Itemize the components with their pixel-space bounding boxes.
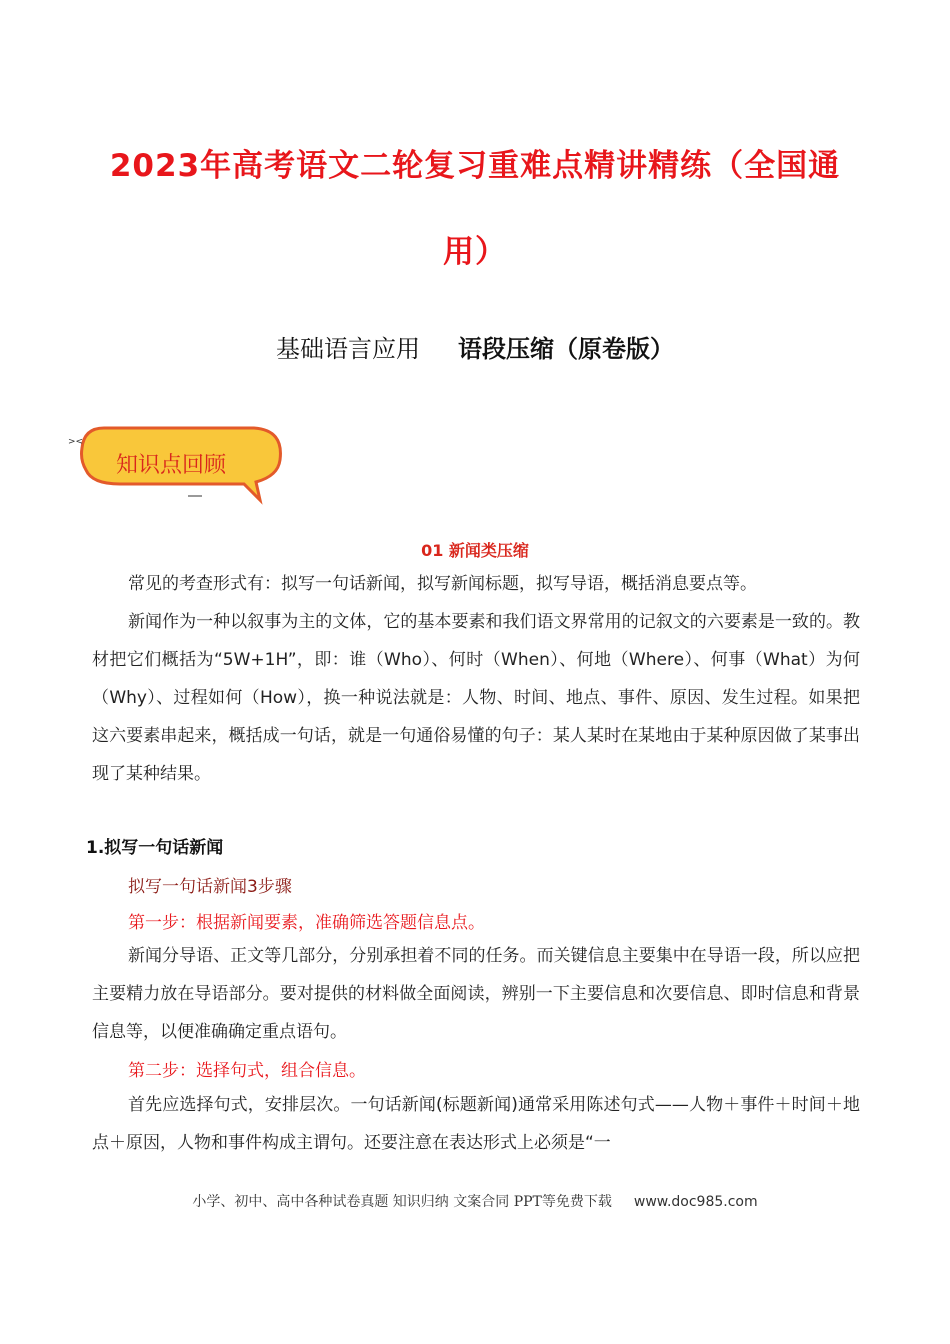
paragraph-news-elements: 新闻作为一种以叙事为主的文体，它的基本要素和我们语文界常用的记叙文的六要素是一致的。教材把它们概括为“5W+1H”，即：谁（Who）、何时（When）、何地（Where）、何事（What）为何（Why）、过程如何（How），换一种说法就是：人物、时间、地点、事件、原因、发生过程。如果把这六要素串起来，概括成一句话，就是一句通俗易懂的句子：某人某时在某地由于某种原因做了某事出现了某种结果。 xyxy=(92,612,860,784)
paragraph-step-two: 首先应选择句式，安排层次。一句话新闻(标题新闻)通常采用陈述句式——人物＋事件＋时间＋地点＋原因，人物和事件构成主谓句。还要注意在表达形式上必须是“一 xyxy=(92,1095,860,1153)
subtitle-category: 基础语言应用 xyxy=(276,335,420,363)
paragraph-step-one: 新闻分导语、正文等几部分，分别承担着不同的任务。而关键信息主要集中在导语一段，所以应把主要精力放在导语部分。要对提供的材料做全面阅读，辨别一下主要信息和次要信息、即时信息和背景信息等，以便准确确定重点语句。 xyxy=(92,946,860,1042)
heading-one-sentence-news: 1.拟写一句话新闻 xyxy=(86,838,224,858)
document-title-line2: 用） xyxy=(443,234,507,270)
paragraph-exam-forms: 常见的考查形式有：拟写一句话新闻，拟写新闻标题，拟写导语，概括消息要点等。 xyxy=(128,574,757,594)
section-heading: 01 新闻类压缩 xyxy=(421,541,529,560)
document-subtitle xyxy=(0,329,950,364)
footer-url[interactable]: www.doc985.com xyxy=(633,1194,758,1210)
footer-text: 小学、初中、高中各种试卷真题 知识归纳 文案合同 PPT等免费下载 xyxy=(192,1194,612,1210)
svg-text:><: >< xyxy=(68,437,84,447)
subtitle-topic: 语段压缩（原卷版） xyxy=(458,335,674,363)
page-footer xyxy=(0,1191,950,1211)
knowledge-review-badge xyxy=(64,420,294,506)
step-one: 第一步：根据新闻要素，准确筛选答题信息点。 xyxy=(128,913,485,933)
steps-title: 拟写一句话新闻3步骤 xyxy=(128,877,292,897)
badge-label: 知识点回顾 xyxy=(116,453,227,478)
document-title-line1: 2023年高考语文二轮复习重难点精讲精练（全国通 xyxy=(109,148,841,184)
step-two: 第二步：选择句式，组合信息。 xyxy=(128,1061,366,1081)
